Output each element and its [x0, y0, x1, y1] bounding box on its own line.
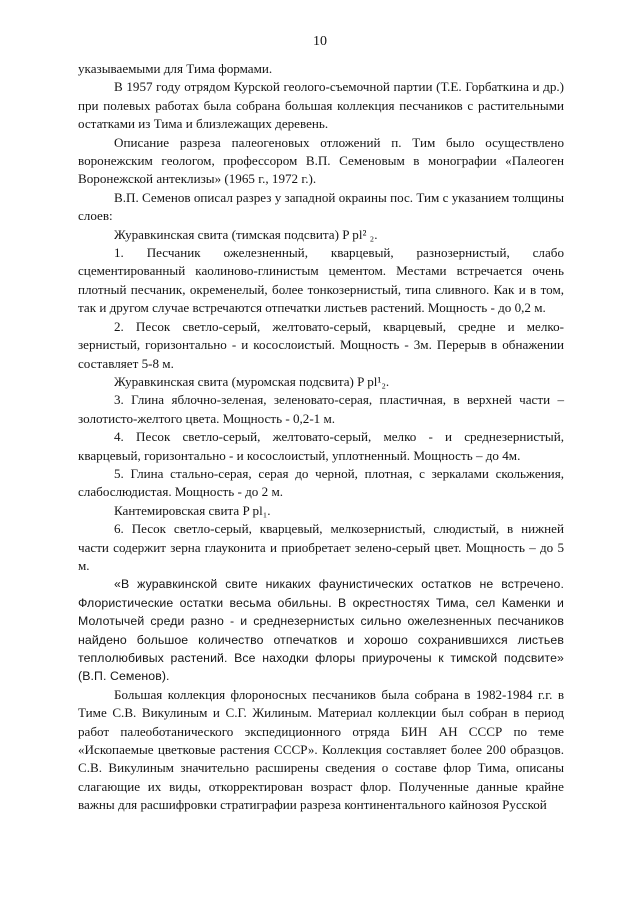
paragraph: 2. Песок светло-серый, желтовато-серый, кварцевый, средне и мелко-зернистый, горизонтально - и косослоистый. Мощность - 3м. Перерыв в обнажении составляет 5-8 м. [78, 318, 564, 371]
page-number: 10 [313, 34, 327, 49]
paragraph: 4. Песок светло-серый, желтовато-серый, мелко - и среднезернистый, кварцевый, горизонтально - и косослоистый, уплотненный. Мощность – до 4м. [78, 429, 564, 463]
paragraph: Описание разреза палеогеновых отложений п. Тим было осуществлено воронежским геологом, профессором В.П. Семеновым в монографии «Палеоген Воронежской антеклизы» (1965 г., 1972 г.). [78, 134, 564, 187]
paragraph: В 1957 году отрядом Курской геолого-съемочной партии (Т.Е. Горбаткина и др.) при полевых работах была собрана большая коллекция песчаников с растительными остатками из Тима и близлежащих деревень. [78, 79, 564, 132]
document-body [78, 60, 564, 815]
paragraph: 6. Песок светло-серый, кварцевый, мелкозернистый, слюдистый, в нижней части содержит зерна глауконита и приобретает зелено-серый цвет. Мощность – до 5 м. [78, 521, 564, 573]
paragraph: Большая коллекция флороносных песчаников была собрана в 1982-1984 г.г. в Тиме С.В. Викулиным и С.Г. Жилиным. Материал коллекции был собран в период работ палеоботанического экспедиционного отряда БИН АН СССР по теме «Ископаемые цветковые растения СССР». Коллекция составляет более 200 образцов. С.В. Викулиным значительно расширены сведения о составе флор Тима, описаны слагающие их виды, откорректирован возраст флор. Полученные данные крайне важны для расшифровки стратиграфии разреза континентального кайнозоя Русской [78, 686, 564, 813]
paragraph: 5. Глина стально-серая, серая до черной, плотная, с зеркалами скольжения, слабослюдистая. Мощность - до 2 м. [78, 465, 564, 500]
paragraph: 3. Глина яблочно-зеленая, зеленовато-серая, пластичная, в верхней части – золотисто-желтого цвета. Мощность - 0,2-1 м. [78, 392, 564, 426]
paragraph: Кантемировская свита P pl₁. [114, 502, 271, 518]
paragraph: «В журавкинской свите никаких фаунистических остатков не встречено. Флористические остатки весьма обильны. В окрестностях Тима, сел Каменки и Молотычей среди разно - и среднезернистых сильно ожелезненных песчаников найдено большое количество отпечатков и хорошо сохранившихся листьев теплолюбивых растений. Все находки флоры приурочены к тимской подсвите» (В.П. Семенов). [78, 577, 564, 684]
paragraph: 1. Песчаник ожелезненный, кварцевый, разнозернистый, слабо сцементированный каолиново-глинистым цементом. Местами встречается очень плотный песчаник, окременелый, более тонкозернистый, типа сливного. Как и в том, так и другом случае встречаются отпечатки листьев растений. Мощность - до 0,2 м. [78, 245, 564, 316]
paragraph: Журавкинская свита (муромская подсвита) P pl¹₂. [114, 373, 390, 389]
paragraph: Журавкинская свита (тимская подсвита) P pl² ₂. [114, 226, 378, 242]
paragraph: указываемыми для Тима формами. [78, 61, 273, 76]
paragraph: В.П. Семенов описал разрез у западной окраины пос. Тим с указанием толщины слоев: [78, 189, 564, 224]
